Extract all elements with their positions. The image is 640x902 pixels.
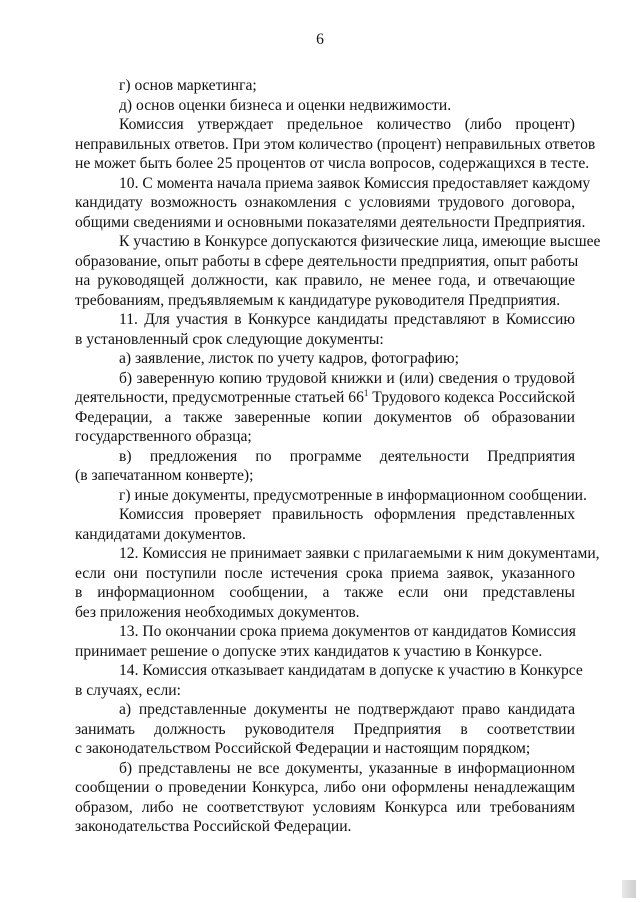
text-line	[75, 720, 575, 740]
text-line-content: образование, опыт работы в сфере деятельности предприятия, опыт работы	[75, 252, 579, 270]
text-line	[75, 330, 575, 350]
text-line-content: а) представленные документы не подтверждают право кандидата	[119, 701, 575, 718]
text-line-content: с законодательством Российской Федерации и настоящим порядком;	[75, 740, 531, 757]
text-line-content: принимает решение о допуске этих кандидатов к участию в Конкурсе.	[75, 642, 543, 660]
text-line	[75, 76, 575, 96]
text-line	[75, 193, 575, 213]
text-line-content: кандидату возможность ознакомления с условиями трудового договора,	[75, 194, 575, 211]
text-line-content: 11. Для участия в Конкурсе кандидаты представляют в Комиссию	[119, 311, 575, 328]
text-line-content: в информационном сообщении, а также если они представлены	[75, 584, 575, 601]
text-line-content: К участию в Конкурсе допускаются физические лица, имеющие высшее	[119, 233, 601, 250]
text-line-content: сообщении о проведении Конкурса, либо они оформлены ненадлежащим	[75, 779, 575, 796]
text-line	[75, 232, 601, 252]
text-line	[75, 681, 575, 701]
text-line	[75, 466, 575, 486]
text-line	[75, 778, 575, 798]
text-line-content: государственного образца;	[75, 428, 252, 445]
text-line	[75, 739, 575, 759]
text-line-content: 13. По окончании срока приема документов от кандидатов Комиссия	[119, 623, 576, 640]
text-line-content: б) заверенную копию трудовой книжки и (или) сведения о трудовой	[119, 369, 575, 387]
text-line-content: д) основ оценки бизнеса и оценки недвижимости.	[119, 96, 452, 114]
text-line	[75, 349, 575, 369]
text-line	[75, 174, 591, 194]
text-line-content: 14. Комиссия отказывает кандидатам в допуске к участию в Конкурсе	[119, 662, 583, 679]
text-line	[75, 447, 575, 467]
text-line	[75, 427, 575, 447]
text-line-content: в) предложения по программе деятельности Предприятия	[119, 447, 575, 465]
text-line-content: г) основ маркетинга;	[119, 77, 257, 94]
text-line-content: требованиям, предъявляемым к кандидатуре руководителя Предприятия.	[75, 291, 561, 309]
text-line-content: а) заявление, листок по учету кадров, фотографию;	[119, 350, 459, 367]
text-line-content: 12. Комиссия не принимает заявки с прилагаемыми к ним документами,	[119, 545, 600, 562]
text-line-content: если они поступили после истечения срока приема заявок, указанного	[75, 564, 575, 582]
text-line-content: в установленный срок следующие документы:	[75, 330, 384, 348]
text-line-content: Комиссия проверяет правильность оформления представленных	[119, 506, 575, 523]
text-line-content: 10. С момента начала приема заявок Комиссия предоставляет каждому	[119, 174, 591, 192]
text-line-content: в случаях, если:	[75, 681, 181, 699]
text-line	[75, 564, 575, 584]
text-line-content: занимать должность руководителя Предприятия в соответствии	[75, 720, 575, 738]
text-line	[75, 115, 575, 135]
text-line-content: Комиссия утверждает предельное количество (либо процент)	[119, 116, 575, 133]
text-line	[75, 700, 575, 720]
text-line-content: г) иные документы, предусмотренные в информационном сообщении.	[119, 486, 587, 504]
superscript: 1	[363, 388, 369, 398]
text-line	[75, 525, 575, 545]
text-line	[75, 271, 575, 291]
text-line-content: на руководящей должности, как правило, не менее года, и отвечающие	[75, 272, 575, 289]
text-line	[75, 135, 596, 155]
text-line	[75, 213, 586, 233]
text-line	[75, 96, 575, 116]
text-line	[75, 505, 575, 525]
page-number: 6	[316, 31, 324, 48]
text-line	[75, 388, 575, 408]
text-line-content: образом, либо не соответствуют условиям Конкурса или требованиям	[75, 798, 575, 816]
text-line-content: б) представлены не все документы, указанные в информационном	[119, 759, 575, 777]
text-line-content: Федерации, а также заверенные копии документов об образовании	[75, 408, 575, 426]
text-line	[75, 486, 587, 506]
scan-edge-artifact	[622, 880, 636, 898]
text-line-content: без приложения необходимых документов.	[75, 603, 360, 621]
text-line-content: неправильных ответов. При этом количество (процент) неправильных ответов	[75, 135, 596, 153]
text-line	[75, 310, 575, 330]
text-line	[75, 154, 590, 174]
text-line	[75, 798, 575, 818]
text-line	[75, 603, 575, 623]
text-line	[75, 759, 575, 779]
text-line	[75, 583, 575, 603]
text-line	[75, 661, 583, 681]
text-line	[75, 817, 575, 837]
text-line	[75, 544, 600, 564]
text-line-content: общими сведениями и основными показателями деятельности Предприятия.	[75, 213, 586, 231]
document-body	[75, 76, 601, 837]
text-line-content: не может быть более 25 процентов от числа вопросов, содержащихся в тесте.	[75, 155, 590, 172]
text-line-continuation: Трудового кодекса Российской	[368, 389, 576, 406]
text-line-content: деятельности, предусмотренные статьей 66	[75, 389, 364, 406]
text-line-content: кандидатами документов.	[75, 525, 246, 543]
text-line	[75, 369, 575, 389]
text-line-content: (в запечатанном конверте);	[75, 467, 254, 484]
text-line	[75, 291, 575, 311]
text-line	[75, 408, 575, 428]
text-line	[75, 642, 575, 662]
text-line	[75, 252, 579, 272]
text-line-content: законодательства Российской Федерации.	[75, 818, 352, 835]
text-line	[75, 622, 575, 642]
